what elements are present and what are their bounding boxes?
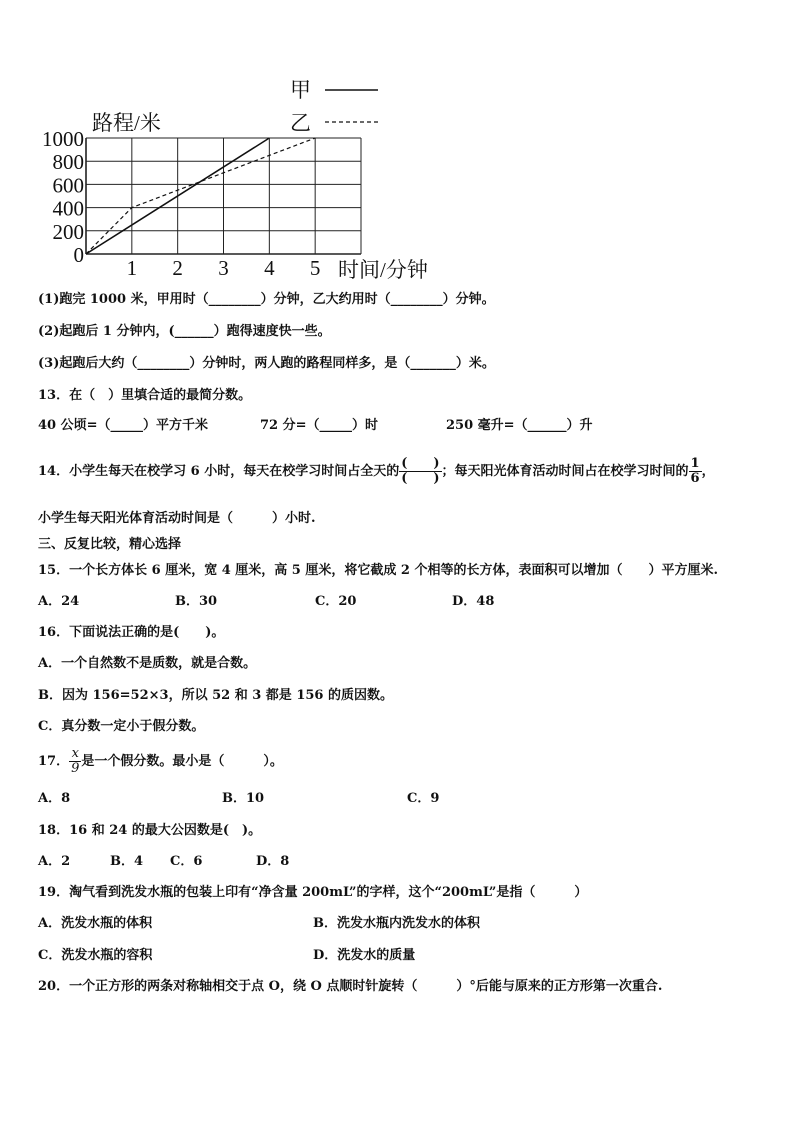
- q19-option-d: D．洗发水的质量: [313, 948, 416, 963]
- section-3-heading: 三、反复比较，精心选择: [38, 537, 182, 552]
- q13-item-a: 40 公顷=（_____）平方千米: [38, 418, 209, 433]
- q16-option-c: C．真分数一定小于假分数。: [38, 719, 205, 734]
- q15-option-b: B．30: [175, 594, 218, 609]
- x-tick-label-1: 1: [126, 256, 138, 280]
- x-tick-label-2: 2: [172, 256, 183, 280]
- q17-option-b: B．10: [222, 791, 265, 806]
- q14-frac-denominator: ( ): [401, 471, 440, 486]
- q17-frac-denominator: 9: [71, 761, 80, 776]
- q12-part3: (3)起跑后大约（________）分钟时，两人跑的路程同样多，是（_______）米。: [38, 356, 495, 371]
- q18-option-a: A．2: [38, 854, 71, 869]
- q14-fraction-blank: [399, 457, 441, 486]
- q14-line1: [38, 452, 715, 492]
- q14-text-1: 14．小学生每天在校学习 6 小时，每天在校学习时间占全天的: [38, 464, 400, 479]
- q13-stem: 13．在（ ）里填合适的最简分数。: [38, 388, 252, 403]
- q15-option-c: C．20: [315, 594, 357, 609]
- q17-option-c: C．9: [407, 791, 440, 806]
- q20-stem: 20．一个正方形的两条对称轴相交于点 O，绕 O 点顺时针旋转（ ）°后能与原来的正方形第一次重合.: [38, 979, 663, 994]
- q12-part2: (2)起跑后 1 分钟内，(______）跑得速度快一些。: [38, 324, 331, 339]
- q14-fraction-one-sixth: [689, 457, 702, 486]
- distance-time-chart: [0, 0, 794, 285]
- q16-option-b: B．因为 156=52×3，所以 52 和 3 都是 156 的质因数。: [38, 688, 393, 703]
- y-tick-label-800: 800: [52, 150, 84, 175]
- q14-frac2-denominator: 6: [690, 471, 700, 486]
- q14-frac-numerator: ( ): [401, 456, 440, 471]
- q17-frac-numerator: x: [69, 747, 81, 762]
- chart-ticks: [42, 127, 320, 280]
- q17-option-a: A．8: [38, 791, 71, 806]
- q17-fraction: [69, 747, 81, 776]
- q17-number: 17．: [38, 754, 70, 769]
- q13-item-c: 250 毫升=（______）升: [446, 418, 593, 433]
- q16-stem: 16．下面说法正确的是( )。: [38, 625, 225, 640]
- x-axis-label: 时间/分钟: [338, 258, 428, 282]
- q19-stem: 19．淘气看到洗发水瓶的包装上印有“净含量 200mL”的字样，这个“200mL”是指（ ）: [38, 885, 588, 900]
- y-tick-label-600: 600: [52, 173, 84, 198]
- q19-option-a: A．洗发水瓶的体积: [38, 916, 153, 931]
- q17-text: 是一个假分数。最小是（ ）。: [81, 754, 283, 769]
- chart-grid: [86, 138, 361, 254]
- q14-line2: 小学生每天阳光体育活动时间是（ ）小时.: [38, 511, 316, 526]
- q14-text-2: ；每天阳光体育活动时间占在校学习时间的: [441, 464, 689, 479]
- q19-option-c: C．洗发水瓶的容积: [38, 948, 153, 963]
- y-tick-label-1000: 1000: [42, 127, 84, 151]
- series-line-yi: [86, 138, 315, 254]
- q13-item-b: 72 分=（_____）时: [260, 418, 379, 433]
- q15-option-d: D．48: [452, 594, 495, 609]
- q18-option-b: B．4: [110, 854, 144, 869]
- legend-label-yi: 乙: [290, 111, 311, 135]
- q17-stem: [38, 744, 283, 780]
- q15-option-a: A．24: [38, 594, 80, 609]
- y-tick-label-200: 200: [52, 219, 84, 244]
- y-axis-label: 路程/米: [92, 111, 161, 135]
- q18-stem: 18．16 和 24 的最大公因数是( )。: [38, 823, 262, 838]
- q18-option-d: D．8: [256, 854, 290, 869]
- x-tick-label-4: 4: [264, 256, 275, 280]
- y-tick-label-0: 0: [73, 243, 84, 267]
- q18-option-c: C．6: [170, 854, 203, 869]
- q14-text-3: ，: [701, 464, 715, 479]
- q19-option-b: B．洗发水瓶内洗发水的体积: [313, 916, 480, 931]
- q14-frac2-numerator: 1: [690, 456, 700, 471]
- x-tick-label-5: 5: [309, 256, 321, 280]
- chart-series: [86, 138, 315, 254]
- q12-part1: (1)跑完 1000 米，甲用时（________）分钟，乙大约用时（________）分钟。: [38, 292, 495, 307]
- q15-stem: 15．一个长方体长 6 厘米，宽 4 厘米，高 5 厘米，将它截成 2 个相等的长方体，表面积可以增加（ ）平方厘米.: [38, 563, 719, 578]
- y-tick-label-400: 400: [52, 196, 84, 221]
- q16-option-a: A．一个自然数不是质数，就是合数。: [38, 656, 257, 671]
- legend-label-jia: 甲: [290, 78, 311, 102]
- x-tick-label-3: 3: [218, 256, 229, 280]
